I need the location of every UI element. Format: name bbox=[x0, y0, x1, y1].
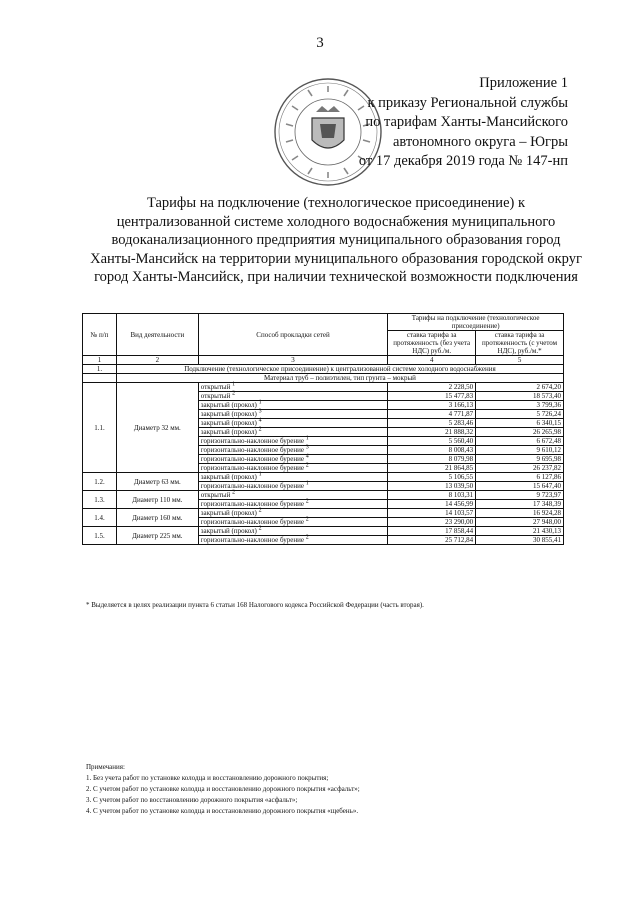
rate-no-vat-cell: 14 456,99 bbox=[388, 500, 476, 509]
group-num: 1.4. bbox=[83, 509, 117, 527]
rate-no-vat-cell: 25 712,84 bbox=[388, 536, 476, 545]
material-row: Материал труб – полиэтилен, тип грунта – мокрый bbox=[116, 374, 563, 383]
method-cell bbox=[198, 464, 387, 473]
rate-vat-cell: 6 127,86 bbox=[476, 473, 564, 482]
method-cell bbox=[198, 419, 387, 428]
index-cell: 3 bbox=[198, 356, 387, 365]
appendix-block bbox=[359, 74, 568, 172]
method-cell bbox=[198, 527, 387, 536]
header-activity: Вид деятельности bbox=[116, 314, 198, 356]
rate-vat-cell: 9 723,97 bbox=[476, 491, 564, 500]
rate-vat-cell: 6 340,15 bbox=[476, 419, 564, 428]
note-item: 3. С учетом работ по восстановлению дорожного покрытия «асфальт»; bbox=[86, 796, 298, 804]
method-text: закрытый (прокол) bbox=[200, 473, 257, 481]
appendix-line: Приложение 1 bbox=[479, 75, 568, 91]
method-text: горизонтально-наклонное бурение bbox=[200, 482, 304, 490]
method-text: открытый bbox=[200, 383, 231, 391]
note-item: 2. С учетом работ по установке колодца и восстановлению дорожного покрытия «асфальт»; bbox=[86, 785, 360, 793]
method-cell bbox=[198, 482, 387, 491]
rate-no-vat-cell: 4 771,87 bbox=[388, 410, 476, 419]
page-number: 3 bbox=[316, 35, 324, 51]
note-ref: 2 bbox=[232, 390, 236, 397]
rate-vat-cell: 26 265,98 bbox=[476, 428, 564, 437]
method-text: горизонтально-наклонное бурение bbox=[200, 536, 304, 544]
method-text: закрытый (прокол) bbox=[200, 527, 257, 535]
appendix-line: по тарифам Ханты-Мансийского bbox=[365, 114, 568, 130]
header-method: Способ прокладки сетей bbox=[198, 314, 387, 356]
rate-no-vat-cell: 8 008,43 bbox=[388, 446, 476, 455]
method-cell bbox=[198, 410, 387, 419]
table-body bbox=[83, 365, 564, 545]
rate-no-vat-cell: 14 103,57 bbox=[388, 509, 476, 518]
rate-vat-cell: 21 430,13 bbox=[476, 527, 564, 536]
group-activity: Диаметр 32 мм. bbox=[116, 383, 198, 473]
note-ref: 4 bbox=[305, 453, 309, 460]
rate-vat-cell: 3 799,36 bbox=[476, 401, 564, 410]
table-row bbox=[83, 491, 564, 500]
notes-block bbox=[86, 762, 360, 817]
rate-vat-cell: 26 237,82 bbox=[476, 464, 564, 473]
table-row bbox=[83, 509, 564, 518]
method-cell bbox=[198, 437, 387, 446]
method-text: горизонтально-наклонное бурение bbox=[200, 518, 304, 526]
note-ref: 2 bbox=[305, 516, 309, 523]
note-ref: 1 bbox=[305, 480, 309, 487]
method-text: закрытый (прокол) bbox=[200, 428, 257, 436]
method-cell bbox=[198, 473, 387, 482]
rate-vat-cell: 16 924,28 bbox=[476, 509, 564, 518]
header-rate-no-vat: ставка тарифа за протяженность (без учета НДС) руб./м. bbox=[388, 331, 476, 356]
appendix-line: к приказу Региональной службы bbox=[367, 94, 568, 111]
header-rate-vat: ставка тарифа за протяженность (с учетом НДС), руб./м.* bbox=[476, 331, 564, 356]
rate-no-vat-cell: 15 477,83 bbox=[388, 392, 476, 401]
rate-vat-cell: 15 647,40 bbox=[476, 482, 564, 491]
group-activity: Диаметр 110 мм. bbox=[116, 491, 198, 509]
rate-vat-cell: 9 610,12 bbox=[476, 446, 564, 455]
method-cell bbox=[198, 446, 387, 455]
index-cell: 1 bbox=[83, 356, 117, 365]
table-row bbox=[83, 527, 564, 536]
vat-footnote: * Выделяется в целях реализации пункта 6 статьи 168 Налогового кодекса Российской Федерации (часть вторая). bbox=[86, 601, 424, 609]
index-cell: 5 bbox=[476, 356, 564, 365]
rate-no-vat-cell: 5 560,40 bbox=[388, 437, 476, 446]
method-cell bbox=[198, 536, 387, 545]
method-cell bbox=[198, 455, 387, 464]
note-ref: 2 bbox=[232, 489, 236, 496]
rate-no-vat-cell: 23 290,00 bbox=[388, 518, 476, 527]
rate-no-vat-cell: 5 283,46 bbox=[388, 419, 476, 428]
section-num: 1. bbox=[83, 365, 117, 374]
rate-vat-cell: 9 695,98 bbox=[476, 455, 564, 464]
group-num: 1.5. bbox=[83, 527, 117, 545]
method-text: закрытый (прокол) bbox=[200, 419, 257, 427]
method-cell bbox=[198, 491, 387, 500]
note-ref: 3 bbox=[258, 408, 262, 415]
note-item: 4. С учетом работ по установке колодца и восстановлению дорожного покрытия «щебень». bbox=[86, 807, 359, 815]
notes-heading: Примечания: bbox=[86, 763, 125, 771]
method-cell bbox=[198, 500, 387, 509]
group-activity: Диаметр 225 мм. bbox=[116, 527, 198, 545]
document-title: Тарифы на подключение (технологическое присоединение) к централизованной системе холодного водоснабжения муниципального водоканализационного предприятия муниципального образования город Ханты-Мансийск на территории муниципального образования городской округ город Ханты-Мансийск, при наличии технической возможности подключения bbox=[90, 195, 582, 285]
note-ref: 1 bbox=[232, 381, 236, 388]
rate-no-vat-cell: 8 103,31 bbox=[388, 491, 476, 500]
header-num: № п/п bbox=[83, 314, 117, 356]
method-cell bbox=[198, 509, 387, 518]
note-item: 1. Без учета работ по установке колодца и восстановлению дорожного покрытия; bbox=[86, 774, 329, 782]
method-text: горизонтально-наклонное бурение bbox=[200, 464, 304, 472]
rate-no-vat-cell: 21 888,32 bbox=[388, 428, 476, 437]
note-ref: 2 bbox=[258, 426, 262, 433]
table-row bbox=[83, 473, 564, 482]
rate-vat-cell: 6 672,48 bbox=[476, 437, 564, 446]
note-ref: 2 bbox=[258, 525, 262, 532]
rate-no-vat-cell: 3 166,13 bbox=[388, 401, 476, 410]
group-activity: Диаметр 160 мм. bbox=[116, 509, 198, 527]
method-text: горизонтально-наклонное бурение bbox=[200, 446, 304, 454]
group-activity: Диаметр 63 мм. bbox=[116, 473, 198, 491]
method-cell bbox=[198, 392, 387, 401]
note-ref: 1 bbox=[258, 399, 262, 406]
note-ref: 2 bbox=[305, 498, 309, 505]
method-text: открытый bbox=[200, 392, 231, 400]
note-ref: 2 bbox=[305, 462, 309, 469]
table-row bbox=[83, 383, 564, 392]
rate-no-vat-cell: 21 864,85 bbox=[388, 464, 476, 473]
group-num: 1.2. bbox=[83, 473, 117, 491]
rate-vat-cell: 17 348,39 bbox=[476, 500, 564, 509]
note-ref: 3 bbox=[305, 444, 309, 451]
rate-vat-cell: 18 573,40 bbox=[476, 392, 564, 401]
rate-vat-cell: 2 674,20 bbox=[476, 383, 564, 392]
appendix-line: от 17 декабря 2019 года № 147-нп bbox=[358, 153, 568, 169]
rate-vat-cell: 27 948,00 bbox=[476, 518, 564, 527]
note-ref: 2 bbox=[258, 507, 262, 514]
method-text: горизонтально-наклонное бурение bbox=[200, 455, 304, 463]
rate-no-vat-cell: 17 858,44 bbox=[388, 527, 476, 536]
note-ref: 4 bbox=[258, 417, 262, 424]
method-text: закрытый (прокол) bbox=[200, 410, 257, 418]
tariffs-table bbox=[82, 313, 564, 545]
method-cell bbox=[198, 383, 387, 392]
group-num: 1.3. bbox=[83, 491, 117, 509]
section-title: Подключение (технологическое присоединение) к централизованной системе холодного водоснабжения bbox=[116, 365, 563, 374]
method-cell bbox=[198, 428, 387, 437]
method-cell bbox=[198, 401, 387, 410]
note-ref: 1 bbox=[258, 471, 262, 478]
note-ref: 1 bbox=[305, 435, 309, 442]
method-text: закрытый (прокол) bbox=[200, 401, 257, 409]
method-cell bbox=[198, 518, 387, 527]
note-ref: 2 bbox=[305, 534, 309, 541]
rate-no-vat-cell: 13 039,50 bbox=[388, 482, 476, 491]
method-text: открытый bbox=[200, 491, 231, 499]
rate-no-vat-cell: 8 079,98 bbox=[388, 455, 476, 464]
appendix-line: автономного округа – Югры bbox=[392, 133, 568, 150]
rate-vat-cell: 30 855,41 bbox=[476, 536, 564, 545]
method-text: горизонтально-наклонное бурение bbox=[200, 437, 304, 445]
header-tariffs-group: Тарифы на подключение (технологическое присоединение) bbox=[388, 314, 564, 331]
method-text: закрытый (прокол) bbox=[200, 509, 257, 517]
index-cell: 2 bbox=[116, 356, 198, 365]
index-cell: 4 bbox=[388, 356, 476, 365]
group-num: 1.1. bbox=[83, 383, 117, 473]
method-text: горизонтально-наклонное бурение bbox=[200, 500, 304, 508]
rate-no-vat-cell: 2 228,50 bbox=[388, 383, 476, 392]
rate-vat-cell: 5 726,24 bbox=[476, 410, 564, 419]
rate-no-vat-cell: 5 106,55 bbox=[388, 473, 476, 482]
